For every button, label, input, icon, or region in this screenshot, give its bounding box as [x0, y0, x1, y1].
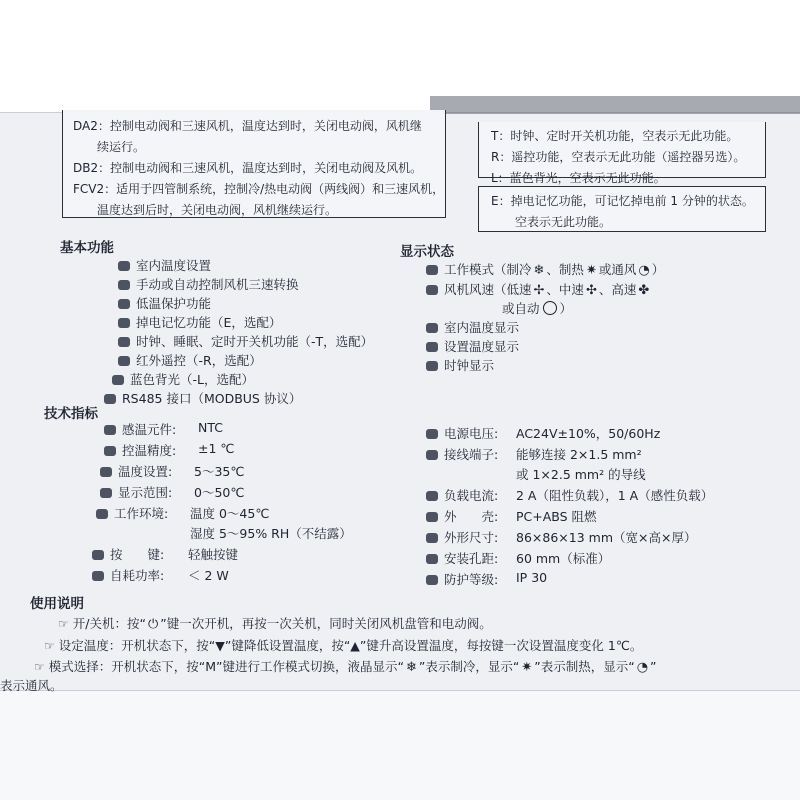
- spec-value: 温度 0～45℃: [190, 506, 270, 521]
- item-bullet-icon: [426, 342, 438, 352]
- item-bullet-icon: [96, 509, 108, 519]
- paper-fold-line: [0, 690, 800, 691]
- display-fan-line-2: 或自动 ）: [502, 301, 573, 316]
- basic-item: 时钟、睡眠、定时开关机功能（-T，选配）: [118, 332, 373, 350]
- option-box-e: [478, 186, 766, 232]
- item-bullet-icon: [104, 425, 116, 435]
- basic-item: 室内温度设置: [118, 256, 211, 274]
- item-bullet-icon: [426, 285, 438, 295]
- spec-value: IP 30: [516, 570, 548, 585]
- item-bullet-icon: [118, 261, 130, 271]
- usage-mode-cont: 表示通风。: [0, 678, 63, 693]
- item-bullet-icon: [426, 450, 438, 460]
- fan-high-icon: ✤: [638, 283, 650, 298]
- spec-value: 60 mm（标准）: [516, 551, 611, 566]
- usage-mode: ☞ 模式选择：开机状态下，按“M”键进行工作模式切换，液晶显示“ ❄ ”表示制冷，显示“ ✷ ”表示制热，显示“ ◔ ”: [34, 659, 657, 675]
- item-bullet-icon: [426, 512, 438, 522]
- item-bullet-icon: [118, 299, 130, 309]
- item-bullet-icon: [92, 571, 104, 581]
- item-bullet-icon: [426, 265, 438, 275]
- item-bullet-icon: [100, 488, 112, 498]
- spec-label: 外 壳:: [426, 507, 498, 525]
- snowflake-icon: ❄: [405, 660, 417, 675]
- item-bullet-icon: [426, 533, 438, 543]
- spec-value: 2 A（阻性负载），1 A（感性负载）: [516, 488, 714, 503]
- spec-value: AC24V±10%，50/60Hz: [516, 426, 661, 441]
- basic-item: RS485 接口（MODBUS 协议）: [104, 389, 301, 407]
- spec-label: 自耗功率:: [92, 566, 164, 584]
- spec-label: 显示范围:: [100, 483, 172, 501]
- display-status-title: 显示状态: [400, 244, 454, 260]
- basic-item: 红外遥控（-R，选配）: [118, 351, 262, 369]
- spec-label: 防护等级:: [426, 570, 498, 588]
- usage-temp: ☞ 设定温度：开机状态下，按“▼”键降低设置温度，按“▲”键升高设置温度，每按键一次设置温度变化 1℃。: [44, 638, 643, 653]
- vent-icon: ◔: [636, 660, 649, 675]
- spec-value: PC+ABS 阻燃: [516, 509, 597, 524]
- spec-value: NTC: [198, 420, 223, 435]
- spec-label: 控温精度:: [104, 441, 176, 459]
- model-line: DA2：控制电动阀和三速风机，温度达到时，关闭电动阀，风机继: [73, 119, 422, 133]
- display-item: 时钟显示: [426, 356, 494, 374]
- item-bullet-icon: [112, 375, 124, 385]
- model-line: FCV2：适用于四管制系统，控制冷/热电动阀（两线阀）和三速风机，: [73, 182, 445, 196]
- option-box-trl: [478, 122, 766, 185]
- power-icon: ⏻: [147, 617, 159, 632]
- spec-value: 86×86×13 mm（宽×高×厚）: [516, 530, 697, 545]
- spec-label: 电源电压:: [426, 424, 498, 442]
- spec-label: 接线端子:: [426, 445, 498, 463]
- item-bullet-icon: [100, 467, 112, 477]
- vent-icon: ◔: [638, 263, 650, 278]
- pointing-hand-icon: ☞: [58, 617, 69, 631]
- item-bullet-icon: [92, 550, 104, 560]
- usage-power: ☞ 开/关机：按“ ⏻ ”键一次开机，再按一次关机，同时关闭风机盘管和电动阀。: [58, 616, 492, 632]
- spec-value: 轻触按键: [188, 547, 239, 562]
- spec-value: 或 1×2.5 mm² 的导线: [516, 467, 646, 482]
- option-e-cont: 空表示无此功能。: [515, 215, 612, 229]
- pointing-hand-icon: ☞: [34, 660, 45, 674]
- spec-value: 5～35℃: [194, 464, 245, 479]
- item-bullet-icon: [118, 356, 130, 366]
- basic-item: 手动或自动控制风机三速转换: [118, 275, 299, 293]
- snowflake-icon: ❄: [533, 263, 545, 278]
- sun-icon: ✷: [521, 660, 533, 675]
- spec-label: 感温元件:: [104, 420, 176, 438]
- display-mode-line: 工作模式（制冷 ❄ 、制热 ✷ 或通风 ◔ ）: [426, 260, 664, 278]
- display-item: 室内温度显示: [426, 318, 519, 336]
- option-e: E：掉电记忆功能，可记忆掉电前 1 分钟的状态。: [491, 194, 754, 208]
- spec-value: ±1 ℃: [198, 441, 235, 456]
- item-bullet-icon: [118, 280, 130, 290]
- item-bullet-icon: [104, 394, 116, 404]
- auto-fan-icon: [543, 301, 557, 315]
- model-line: 续运行。: [97, 140, 146, 154]
- item-bullet-icon: [426, 575, 438, 585]
- model-line: 温度达到后时，关闭电动阀，风机继续运行。: [97, 203, 338, 217]
- spec-label: 负载电流:: [426, 486, 498, 504]
- sun-icon: ✷: [585, 263, 597, 278]
- option-r: R：遥控功能，空表示无此功能（遥控器另选）。: [491, 150, 746, 164]
- device-shadow: [430, 96, 800, 114]
- model-line: DB2：控制电动阀和三速风机，温度达到时，关闭电动阀及风机。: [73, 161, 423, 175]
- item-bullet-icon: [426, 491, 438, 501]
- basic-item: 低温保护功能: [118, 294, 211, 312]
- display-fan-line: 风机风速（低速 ✢ 、中速 ✣ 、高速 ✤: [426, 280, 651, 298]
- fan-low-icon: ✢: [533, 283, 545, 298]
- item-bullet-icon: [118, 337, 130, 347]
- spec-label: 外形尺寸:: [426, 528, 498, 546]
- usage-title: 使用说明: [30, 596, 84, 612]
- basic-functions-title: 基本功能: [60, 240, 114, 256]
- spec-label: 温度设置:: [100, 462, 172, 480]
- spec-label: 按 键:: [92, 545, 164, 563]
- pointing-hand-icon: ☞: [44, 639, 55, 653]
- spec-value: 能够连接 2×1.5 mm²: [516, 447, 642, 462]
- option-t: T：时钟、定时开关机功能，空表示无此功能。: [491, 129, 739, 143]
- item-bullet-icon: [426, 429, 438, 439]
- background-bottom: [0, 690, 800, 800]
- display-item: 设置温度显示: [426, 337, 519, 355]
- item-bullet-icon: [426, 361, 438, 371]
- item-bullet-icon: [426, 554, 438, 564]
- spec-value: ＜ 2 W: [188, 568, 229, 583]
- model-description-box: [62, 110, 446, 218]
- spec-label: 安装孔距:: [426, 549, 498, 567]
- item-bullet-icon: [104, 446, 116, 456]
- specifications-title: 技术指标: [44, 406, 98, 422]
- basic-item: 掉电记忆功能（E，选配）: [118, 313, 281, 331]
- item-bullet-icon: [118, 318, 130, 328]
- item-bullet-icon: [426, 323, 438, 333]
- basic-item: 蓝色背光（-L，选配）: [112, 370, 254, 388]
- spec-value: 湿度 5～95% RH（不结露）: [190, 526, 352, 541]
- option-l: L：蓝色背光，空表示无此功能。: [491, 171, 666, 185]
- spec-label: 工作环境:: [96, 504, 168, 522]
- fan-mid-icon: ✣: [585, 283, 597, 298]
- spec-value: 0～50℃: [194, 485, 245, 500]
